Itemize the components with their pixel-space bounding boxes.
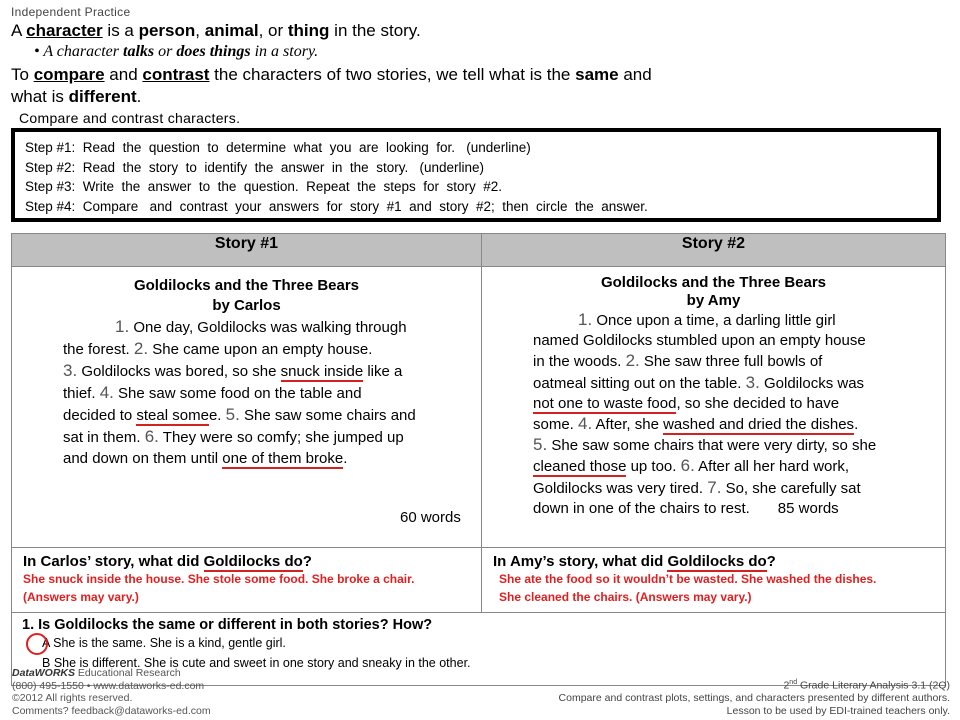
steps-box	[11, 128, 941, 222]
story1-header: Story #1	[12, 234, 482, 267]
objective: Compare and contrast characters.	[19, 110, 241, 126]
story2-answer: She ate the food so it wouldn’t be wasted. She washed the dishes. She cleaned the chairs. (Answers may vary.)	[499, 572, 877, 604]
answer-circle	[26, 633, 48, 655]
story2-question-cell	[482, 548, 946, 613]
step-3: Step #3: Write the answer to the question. Repeat the steps for story #2.	[25, 179, 503, 194]
story1-cell	[12, 267, 482, 548]
footer-left: DataWORKS Educational Research (800) 495-1550 • www.dataworks-ed.com ©2012 All rights reserved. Comments? feedback@dataworks-ed.com	[12, 667, 211, 717]
step-4: Step #4: Compare and contrast your answers for story #1 and story #2; then circle the answer.	[25, 198, 648, 214]
story2-title: Goldilocks and the Three Bears	[600, 274, 827, 291]
story2-word-count: 85 words	[777, 499, 839, 517]
choice-a: A She is the same. She is a kind, gentle girl.	[42, 636, 286, 650]
compare-line: To compare and contrast the characters of two stories, we tell what is the same and	[11, 65, 652, 84]
story1-answer: She snuck inside the house. She stole some food. She broke a chair. (Answers may vary.)	[23, 572, 415, 604]
story2-text: 1. Once upon a time, a darling little girl named Goldilocks stumbled upon an empty house in the woods. 2. She saw three full bowls of oatmeal sitting out on the table. 3. Goldilocks was not one to waste food, so she decided to have some. 4. After, she washed and dried the dishes. 5. She saw some chairs that were very dirty, so she cleaned those up too. 6. After all her hard work, Goldilocks was very tired. 7. So, she carefully sat down in one of the chairs to rest. 85 words	[533, 310, 877, 517]
definition-bullet: • A character talks or does things in a story.	[34, 43, 319, 60]
stories-table	[11, 233, 946, 686]
footer-right: 2nd Grade Literary Analysis 3.1 (2Q) Compare and contrast plots, settings, and characters presented by different authors. Lesson to be used by EDI-trained teachers only.	[558, 679, 950, 717]
story1-question-cell	[12, 548, 482, 613]
step-1: Step #1: Read the question to determine what you are looking for. (underline)	[25, 140, 531, 155]
story2-author: by Amy	[686, 292, 741, 309]
story1-word-count: 60 words	[400, 509, 461, 526]
compare-line-2: what is different.	[11, 87, 142, 106]
story1-question: In Carlos’ story, what did Goldilocks do?	[23, 553, 312, 570]
story2-cell	[482, 267, 946, 548]
definition-line: A character is a person, animal, or thing in the story.	[11, 21, 421, 40]
step-2: Step #2: Read the story to identify the answer in the story. (underline)	[25, 159, 484, 175]
story1-title: Goldilocks and the Three Bears	[133, 277, 360, 294]
choice-b: B She is different. She is cute and sweet in one story and sneaky in the other.	[42, 656, 471, 670]
final-question: 1. Is Goldilocks the same or different in both stories? How?	[22, 617, 433, 633]
story1-author: by Carlos	[212, 297, 281, 314]
story2-question: In Amy’s story, what did Goldilocks do?	[493, 553, 776, 570]
story2-header: Story #2	[482, 234, 946, 267]
story1-text: 1. One day, Goldilocks was walking through the forest. 2. She came upon an empty house. 3. Goldilocks was bored, so she snuck inside like a thief. 4. She saw some food on the table and decided to steal somee. 5. She saw some chairs and sat in them. 6. They were so comfy; she jumped up and down on them until one of them broke.	[63, 317, 416, 467]
section-label: Independent Practice	[11, 5, 131, 19]
